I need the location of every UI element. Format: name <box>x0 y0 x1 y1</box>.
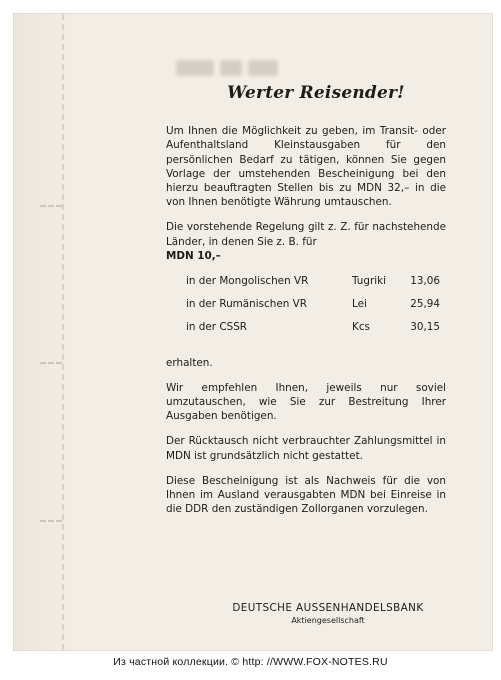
paragraph-reexchange: Der Rücktausch nicht verbrauchter Zahlungsmittel in MDN ist grundsätzlich nicht gestattet. <box>166 435 446 462</box>
rate-country: in der Rumänischen VR <box>186 298 307 311</box>
rate-currency: Kcs <box>352 321 370 334</box>
rate-value: 30,15 <box>410 321 440 334</box>
stub-mark <box>40 520 62 522</box>
rate-currency: Tugriki <box>352 275 387 288</box>
paragraph-regulation <box>166 220 446 263</box>
document-title: Werter Reisender! <box>227 83 405 103</box>
bank-subtitle: Aktiengesellschaft <box>291 616 365 625</box>
paragraph-exchange-info: Um Ihnen die Möglichkeit zu geben, im Transit- oder Aufenthaltsland Kleinstausgaben für den persönlichen Bedarf zu tätigen, können Sie gegen Vorlage der umstehenden Bescheinigung bei den hierzu beauftragten Stellen bis zu MDN 32,– in die von Ihnen benötigte Währung umtauschen. <box>166 125 446 209</box>
rate-value: 13,06 <box>410 275 440 288</box>
stub-mark <box>40 362 62 364</box>
collection-watermark: Из частной коллекции. © http: //WWW.FOX-NOTES.RU <box>113 656 388 668</box>
rate-value: 25,94 <box>410 298 440 311</box>
show-through-print <box>176 56 326 82</box>
paragraph-recommendation: Wir empfehlen Ihnen, jeweils nur soviel umzutauschen, wie Sie zur Bestreitung Ihrer Ausgaben benötigen. <box>166 381 446 423</box>
paragraph-regulation-text: Die vorstehende Regelung gilt z. Z. für nachstehende Länder, in denen Sie z. B. für <box>166 221 446 248</box>
stub-mark <box>40 205 62 207</box>
rate-country: in der CSSR <box>186 321 248 334</box>
rate-country: in der Mongolischen VR <box>186 275 309 288</box>
table-row <box>186 274 440 297</box>
document-text <box>166 83 446 527</box>
bank-name: DEUTSCHE AUSSENHANDELSBANK <box>232 602 424 614</box>
issuer-block <box>218 602 438 625</box>
perforated-stub <box>14 14 78 650</box>
table-row <box>186 297 440 320</box>
perforation-line <box>62 14 64 650</box>
paragraph-receive: erhalten. <box>166 356 213 369</box>
exchange-rate-table <box>186 274 440 344</box>
paragraph-certificate: Diese Bescheinigung ist als Nachweis für die von Ihnen im Ausland verausgabten MDN bei Einreise in die DDR den zuständigen Zollorganen vorzulegen. <box>166 474 446 516</box>
table-row <box>186 320 440 343</box>
amount-label: MDN 10,– <box>166 249 221 262</box>
rate-currency: Lei <box>352 298 367 311</box>
